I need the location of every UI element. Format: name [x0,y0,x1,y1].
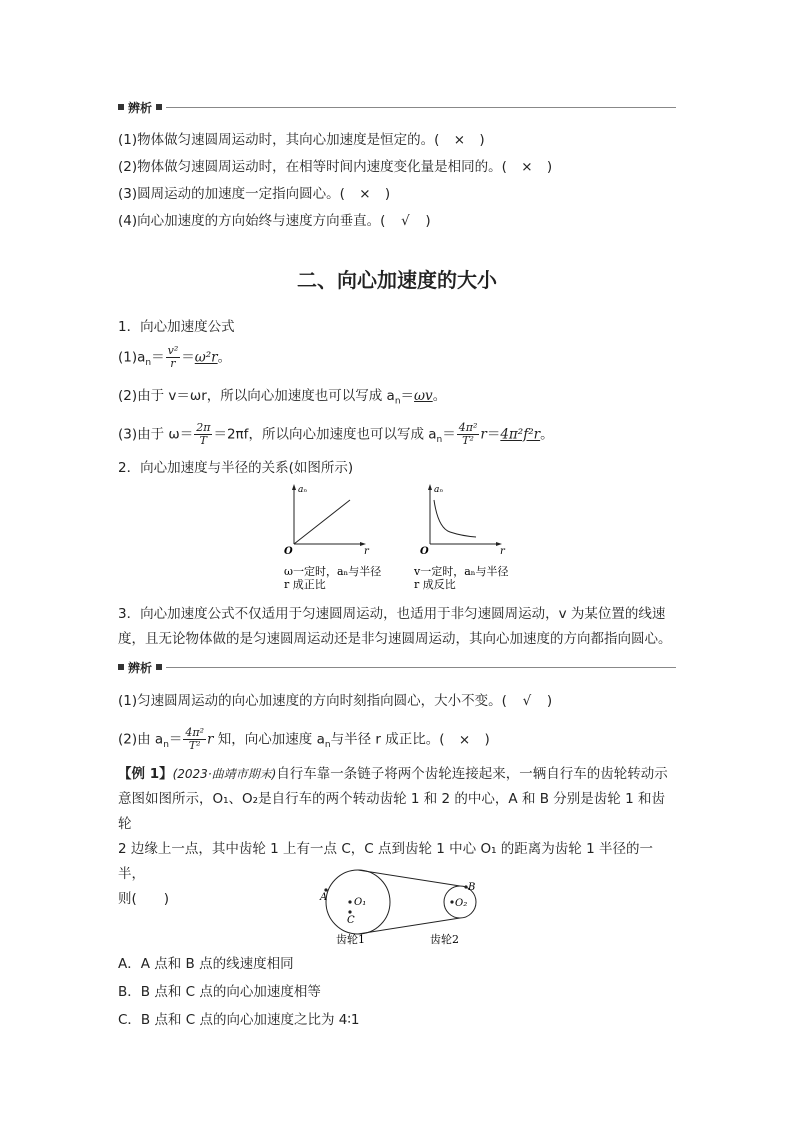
point-c [348,910,351,913]
bianxi-label: 辨析 [128,100,153,115]
divider [166,667,676,668]
graph-proportional [284,484,381,591]
y-label: aₙ [434,485,444,495]
origin-label: O [284,546,293,557]
judge2-item-2: (2)由 $a_n=$ $\frac{\text{4π²}}{\text{T²}}$ r 知，向心加速度 $a_n$与半径 r 成正比。( × ) [118,726,490,752]
square-icon [156,104,162,110]
label-c: C [347,915,355,926]
judge-item-3: (3)圆周运动的加速度一定指向圆心。( × ) [118,186,391,202]
judge-item-2: (2)物体做匀速圆周运动时，在相等时间内速度变化量是相同的。( × ) [118,159,553,175]
option-a: A．A 点和 B 点的线速度相同 [118,956,294,972]
example-1: 【例 1】(2023·曲靖市期末)自行车靠一条链子将两个齿轮连接起来，一辆自行车的齿轮转动示 意图如图所示，O₁、O₂是自行车的两个转动齿轮 1 和 2 的中心，A 和 B 分别是齿轮 1 和齿轮 2 边缘上一点，其中齿轮 1 上有一点 C，C 点到齿轮 1 中心 O₁ 的距离为齿轮 1 半径的一半， 则( ) [118,766,668,907]
section-heading: 二、向心加速度的大小 [297,268,497,292]
chain-top [358,870,460,886]
arrow-icon [292,484,296,490]
x-label: r [364,546,369,557]
arrow-icon [428,484,432,490]
formula-title: 1．向心加速度公式 [118,319,235,335]
relation-graphs [280,480,520,595]
label-b: B [468,882,476,893]
formula-1: $(1)a_n=$ $\frac{\text{v²}}{r}$ ＝ω²r。 [118,344,232,370]
formula-2: (2)由于 v＝ωr，所以向心加速度也可以写成 $a_n=\omega v$。 [118,388,447,407]
example-source: (2023·曲靖市期末) [172,767,277,781]
graph-inverse [413,484,509,591]
caption-gear1: 齿轮1 [336,933,365,946]
chain-bottom [358,918,460,934]
inverse-curve [434,500,476,537]
paragraph-3: 3．向心加速度公式不仅适用于匀速圆周运动，也适用于非匀速圆周运动，v 为某位置的线速 度，且无论物体做的是匀速圆周运动还是非匀速圆周运动，其向心加速度的方向都指向圆心。 [118,606,672,647]
point-o2 [450,900,453,903]
formula-3: (3)由于 ω＝ $\frac{2\pi}{T}$ ＝2πf，所以向心加速度也可以写成 $a_n=$ $\frac{\text{4π²}}{\text{T²}}$ r＝4π²f²r。 [118,421,554,447]
graph2-caption-1: v一定时，aₙ与半径 [414,565,509,578]
label-a: A [320,892,328,903]
origin-label: O [420,546,429,557]
option-c: C．B 点和 C 点的向心加速度之比为 4∶1 [118,1012,360,1028]
square-icon [118,664,124,670]
label-o2: O₂ [455,898,468,909]
example-label: 【例 1】 [118,766,173,782]
label-o1: O₁ [354,897,367,908]
y-label: aₙ [298,485,308,495]
judge-item-1: (1)物体做匀速圆周运动时，其向心加速度是恒定的。( × ) [118,132,485,148]
x-label: r [500,546,505,557]
square-icon [156,664,162,670]
graph2-caption-2: r 成反比 [414,578,456,591]
relation-title: 2．向心加速度与半径的关系(如图所示) [118,460,354,476]
bianxi-bar-2 [118,660,676,674]
point-o1 [348,900,351,903]
judge-item-4: (4)向心加速度的方向始终与速度方向垂直。( √ ) [118,213,431,229]
square-icon [118,104,124,110]
linear-curve [294,500,350,544]
bianxi-bar-1 [118,100,676,114]
divider [166,107,676,108]
bianxi-label: 辨析 [128,660,153,675]
caption-gear2: 齿轮2 [430,933,459,946]
gear-figure [310,868,490,948]
graph1-caption-2: r 成正比 [284,578,326,591]
judge2-item-1: (1)匀速圆周运动的向心加速度的方向时刻指向圆心，大小不变。( √ ) [118,693,553,709]
graph1-caption-1: ω一定时，aₙ与半径 [284,565,382,578]
option-b: B．B 点和 C 点的向心加速度相等 [118,984,321,1000]
